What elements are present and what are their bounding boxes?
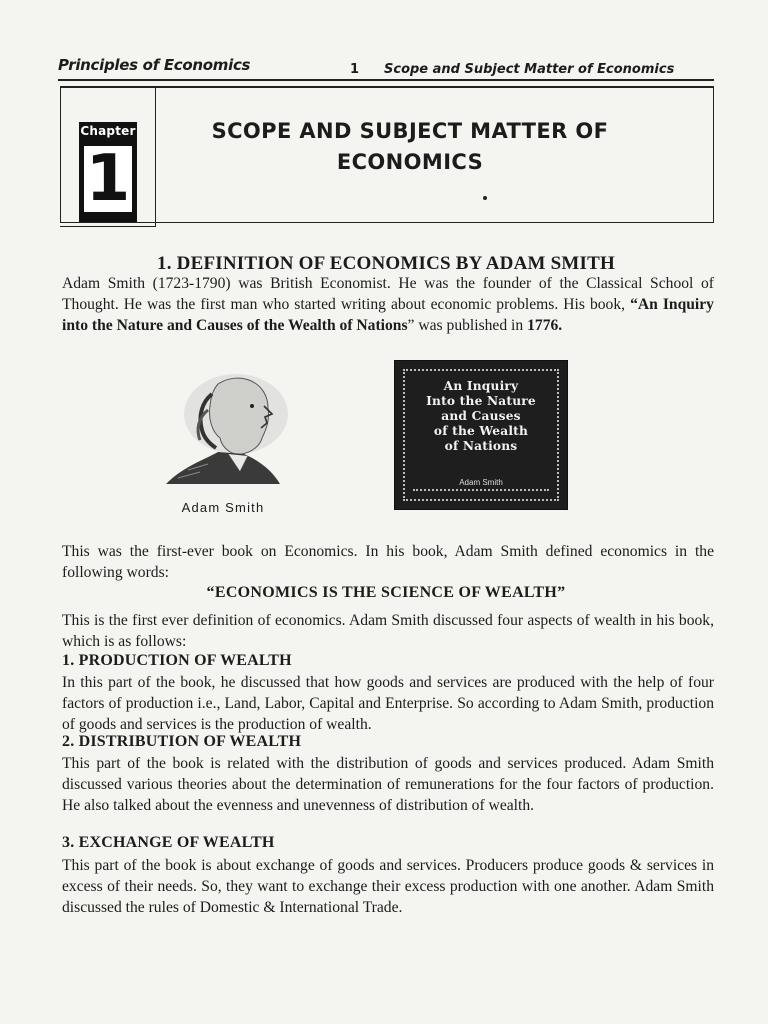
definition-quote: “ECONOMICS IS THE SCIENCE OF WEALTH” <box>206 584 566 601</box>
chapter-running-title: Scope and Subject Matter of Economics <box>384 62 675 77</box>
intro-paragraph <box>62 273 714 336</box>
ink-speck <box>483 196 487 200</box>
intro-text-2: ” was published in <box>407 317 528 334</box>
book-cover-line: of Nations <box>444 439 518 453</box>
book-cover-ornament <box>413 489 549 497</box>
page-number: 1 <box>350 62 360 77</box>
chapter-title <box>160 116 660 178</box>
portrait-caption: Adam Smith <box>181 500 265 515</box>
book-title: Principles of Economics <box>58 56 251 74</box>
header-rule <box>58 79 714 81</box>
definition-follow: This is the first ever definition of economics. Adam Smith discussed four aspects of wealth in his book, which is as follows: <box>62 612 714 650</box>
aspect-heading-production: 1. PRODUCTION OF WEALTH <box>62 652 292 669</box>
chapter-number: 1 <box>85 142 131 216</box>
intro-text: Adam Smith (1723-1790) was British Economist. He was the founder of the Classical School of Thought. He was the first man who started writing about economic problems. His book, <box>62 275 714 313</box>
book-cover-line: and Causes <box>441 409 521 423</box>
aspect-heading-exchange: 3. EXCHANGE OF WEALTH <box>62 834 275 851</box>
book-cover-line: of the Wealth <box>433 424 529 438</box>
publication-year: 1776. <box>527 317 563 334</box>
chapter-label: Chapter <box>80 124 136 138</box>
book-cover-line: An Inquiry <box>443 379 519 393</box>
book-cover-line: Into the Nature <box>426 394 536 408</box>
chapter-title-line2: ECONOMICS <box>336 150 484 174</box>
chapter-badge <box>79 122 137 222</box>
chapter-title-line1: SCOPE AND SUBJECT MATTER OF <box>211 119 609 143</box>
aspect-heading-distribution: 2. DISTRIBUTION OF WEALTH <box>62 733 302 750</box>
section-heading: 1. DEFINITION OF ECONOMICS BY ADAM SMITH <box>157 253 615 274</box>
running-header <box>58 54 710 78</box>
book-cover-author: Adam Smith <box>459 478 503 487</box>
book-name: “An Inquiry into the Nature and Causes of the Wealth of Nations <box>62 296 714 334</box>
adam-smith-portrait <box>148 368 298 486</box>
aspect-text-production: In this part of the book, he discussed that how goods and services are produced with the help of four factors of production i.e., Land, Labor, Capital and Enterprise. So according to Adam Smith, production of goods and services is the production of wealth. <box>62 674 714 733</box>
definition-lead: This was the first-ever book on Economics. In his book, Adam Smith defined economics in the following words: <box>62 543 714 581</box>
aspect-text-exchange: This part of the book is about exchange of goods and services. Producers produce goods & services in excess of their needs. So, they want to exchange their excess production with one another. Adam Smith discussed the rules of Domestic & International Trade. <box>62 857 714 916</box>
aspect-text-distribution: This part of the book is related with the distribution of goods and services produced. Adam Smith discussed various theories about the determination of remunerations for the four factors of production. He also talked about the evenness and unevenness of distribution of wealth. <box>62 755 714 814</box>
book-cover-image <box>394 360 568 510</box>
book-cover-title <box>411 379 551 454</box>
